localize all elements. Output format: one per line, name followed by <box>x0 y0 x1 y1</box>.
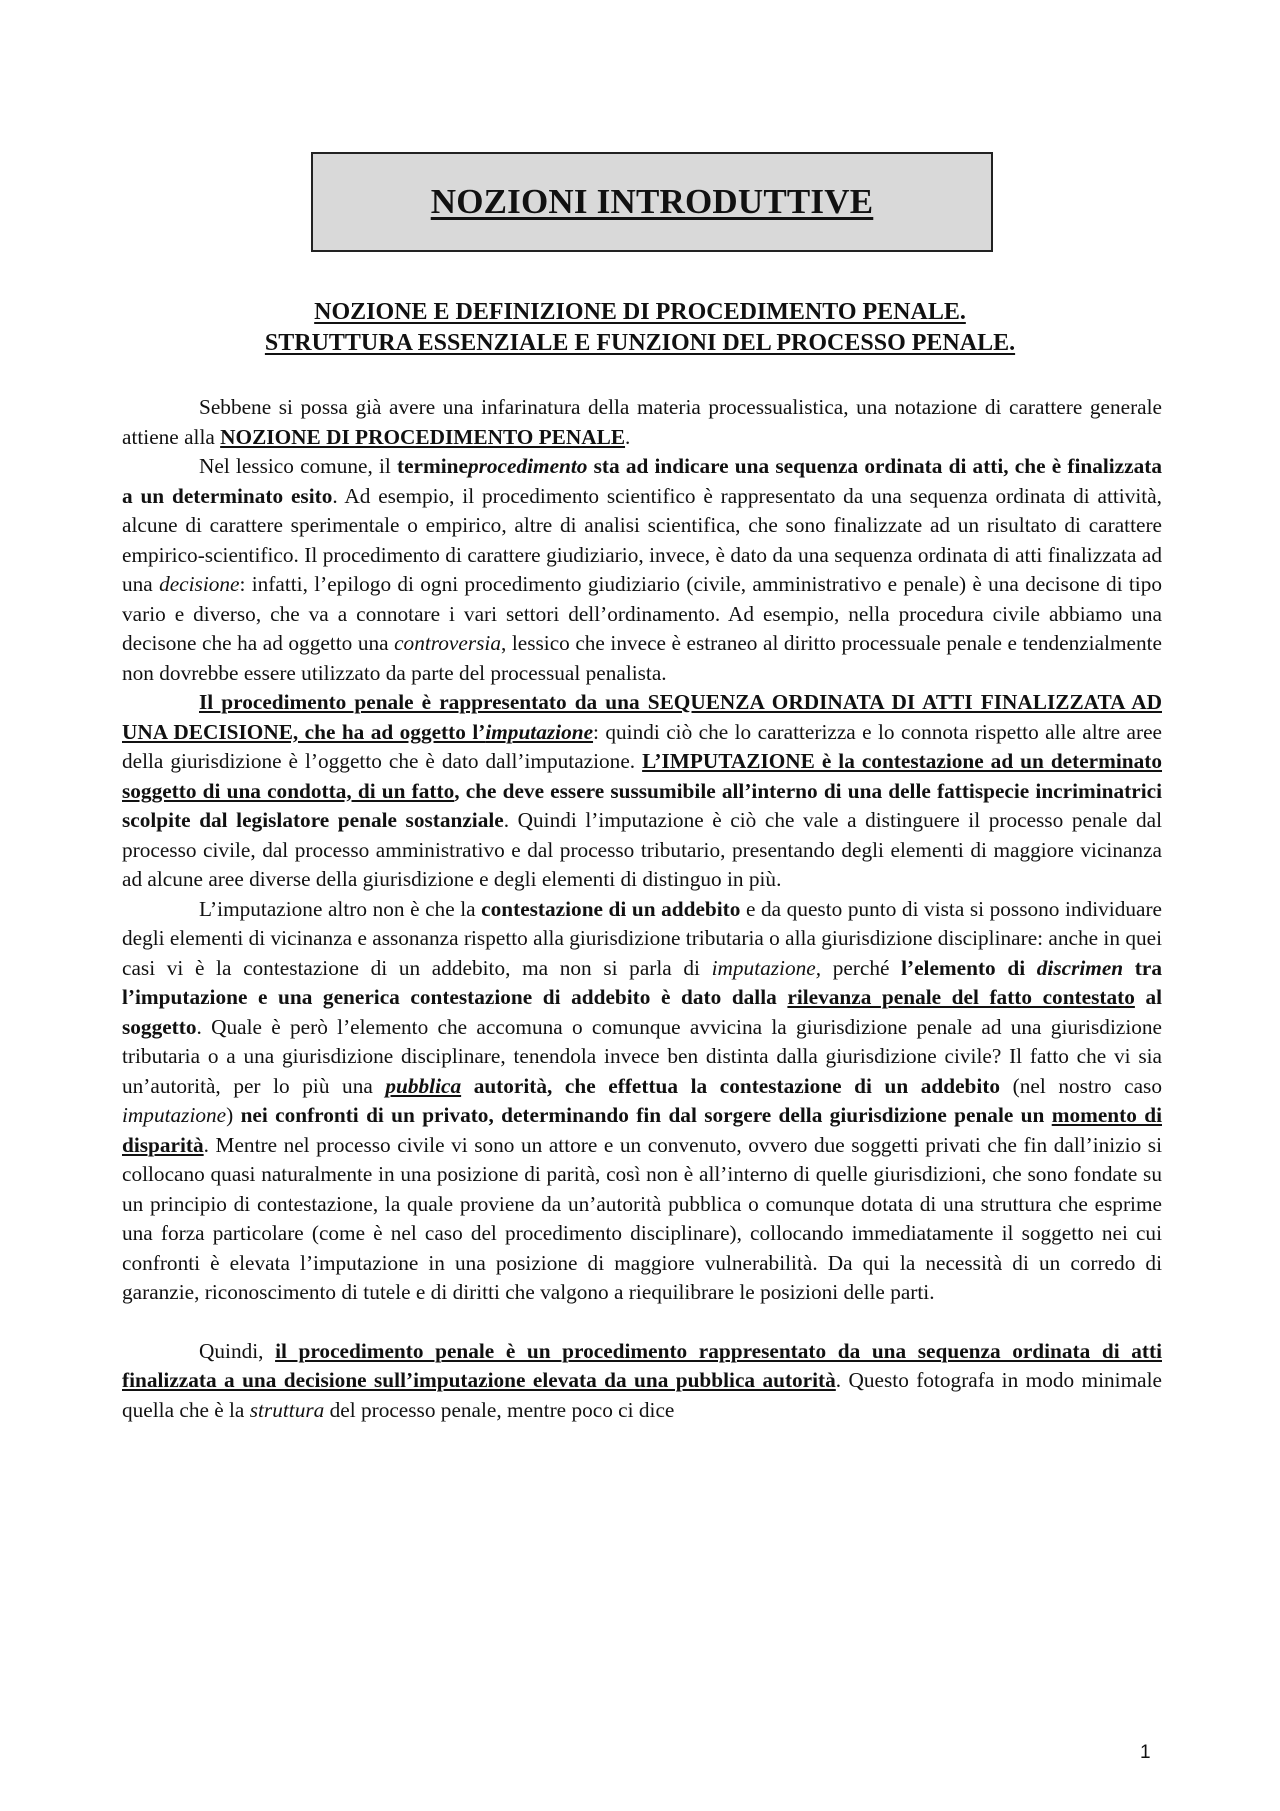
emphasis-run: l’elemento di <box>901 955 1037 980</box>
emphasis-run: momento di disparità <box>122 1103 1162 1157</box>
paragraph-5 <box>122 1337 1162 1426</box>
text-run: Nel lessico comune, il <box>199 454 397 478</box>
italic-run: decisione <box>159 572 240 596</box>
emphasis-run: L’IMPUTAZIONE è la contestazione ad un determinato soggetto di una condotta, di un fatto <box>122 749 1163 803</box>
emphasis-run: rilevanza penale del fatto contestato <box>787 985 1135 1009</box>
text-run: (nel nostro caso <box>1000 1073 1162 1098</box>
text-run: . Ad esempio, il procedimento scientifico è rappresentato da una sequenza ordinata di attività, alcune di carattere sperimentale o empirico, altre di analisi scientifica, che sono finalizzate ad un risultato di carattere empirico-scientifico. Il procedimento di carattere giudiziario, invece, è dato da una sequenza ordinata di atti finalizzata ad una <box>122 483 1162 596</box>
italic-run: imputazione <box>122 1103 227 1127</box>
page-number: 1 <box>1140 1742 1151 1763</box>
emphasis-run: , che deve essere sussumibile all’interno di una delle fattispecie incriminatrici scolpite dal legislatore penale sostanziale <box>122 778 1162 832</box>
text-run: Sebbene si possa già avere una infarinatura della materia processualistica, una notazione di carattere generale attiene alla <box>122 395 1162 449</box>
emphasis-run: autorità, che effettua la contestazione di un addebito <box>461 1073 1001 1098</box>
text-run: . Mentre nel processo civile vi sono un attore e un convenuto, ovvero due soggetti privati che fin dall’inizio si collocano quasi naturalmente in una posizione di parità, così non è all’interno di quelle giurisdizioni, che sono fondate su un principio di contestazione, la quale proviene da un’autorità pubblica o comunque dotata di una struttura che esprime una forza particolare (come è nel caso del procedimento disciplinare), collocando immediatamente il soggetto nei cui confronti è elevata l’imputazione in una posizione di maggiore vulnerabilità. Da qui la necessità di un corredo di garanzie, riconoscimento di tutele e di diritti che valgono a riequilibrare le posizioni delle parti. <box>122 1132 1162 1304</box>
text-run: : infatti, l’epilogo di ogni procedimento giudiziario (civile, amministrativo e penale) è una decisone di tipo vario e diverso, che va a connotare i vari settori dell’ordinamento. Ad esempio, nella procedura civile abbiamo una decisone che ha ad oggetto una <box>122 572 1162 655</box>
emphasis-run: imputazione <box>485 719 594 744</box>
text-run: perché <box>821 955 902 980</box>
emphasis-run: discrimen <box>1036 955 1124 980</box>
section-heading-line-2: STRUTTURA ESSENZIALE E FUNZIONI DEL PROCESSO PENALE. <box>264 330 1016 356</box>
emphasis-run: nei confronti di un privato, determinando fin dal sorgere della giurisdizione penale un <box>240 1103 1052 1127</box>
italic-run: struttura <box>249 1397 325 1422</box>
section-heading <box>120 297 1160 359</box>
text-run: ) <box>226 1103 241 1127</box>
text-run: . Quindi l’imputazione è ciò che vale a distinguere il processo penale dal processo civile, dal processo amministrativo e dal processo tributario, presentando degli elementi di maggiore vicinanza ad alcune aree diverse della giurisdizione e degli elementi di distinguo in più. <box>122 808 1162 891</box>
emphasis-run: pubblica <box>385 1073 462 1098</box>
emphasis-run: procedimento <box>467 454 588 478</box>
text-run: : quindi ciò che lo caratterizza e lo connota rispetto alle altre aree della giurisdizione è l’oggetto che è dato dall’imputazione. <box>122 719 1162 773</box>
section-heading-line-1: NOZIONE E DEFINIZIONE DI PROCEDIMENTO PENALE. <box>314 299 966 325</box>
paragraph-3 <box>122 688 1162 895</box>
text-run: . <box>625 424 631 449</box>
emphasis-run: contestazione di un addebito <box>481 896 741 921</box>
title-box <box>311 152 993 252</box>
italic-run: imputazione, <box>711 955 822 980</box>
text-run: . Questo fotografa in modo minimale quella che è la <box>122 1368 1162 1422</box>
text-run: , lessico che invece è estraneo al diritto processuale penale e tendenzialmente non dovrebbe essere utilizzato da parte del processual penalista. <box>122 631 1163 685</box>
text-run: . Quale è però l’elemento che accomuna o comunque avvicina la giurisdizione penale ad una giurisdizione tributaria o a una giurisdizione disciplinare, tenendola invece ben distinta dalla giurisdizione civile? Il fatto che vi sia un’autorità, per lo più una <box>122 1014 1162 1098</box>
emphasis-run: tra l’imputazione e una generica contestazione di addebito è dato dalla <box>122 955 1162 1009</box>
text-run: del processo penale, mentre poco ci dice <box>324 1397 675 1422</box>
document-body <box>122 393 1162 1425</box>
emphasis-run: al soggetto <box>122 985 1163 1039</box>
emphasis-run: termine <box>397 454 468 478</box>
paragraph-2 <box>122 452 1162 688</box>
emphasis-run: il procedimento penale è un procedimento rappresentato da una sequenza ordinata di atti finalizzata a una decisione sull’imputazione elevata da una pubblica autorità <box>122 1338 1162 1392</box>
paragraph-1 <box>122 393 1162 452</box>
emphasis-run: sta ad indicare una sequenza ordinata di atti, che è finalizzata a un determinato esito <box>122 454 1162 508</box>
text-run: Quindi, <box>199 1338 276 1363</box>
emphasis-run: NOZIONE DI PROCEDIMENTO PENALE <box>220 424 626 449</box>
document-title: NOZIONI INTRODUTTIVE <box>430 182 874 221</box>
text-run: e da questo punto di vista si possono individuare degli elementi di vicinanza e assonanza rispetto alla giurisdizione tributaria o alla giurisdizione disciplinare: anche in quei casi vi è la contestazione di un addebito, ma non si parla di <box>122 896 1162 980</box>
paragraph-4 <box>122 895 1162 1308</box>
italic-run: controversia <box>394 631 501 655</box>
text-run: L’imputazione altro non è che la <box>199 896 482 921</box>
emphasis-run: Il procedimento penale è rappresentato da una SEQUENZA ORDINATA DI ATTI FINALIZZATA AD UNA DECISIONE, che ha ad oggetto l’ <box>122 690 1162 744</box>
